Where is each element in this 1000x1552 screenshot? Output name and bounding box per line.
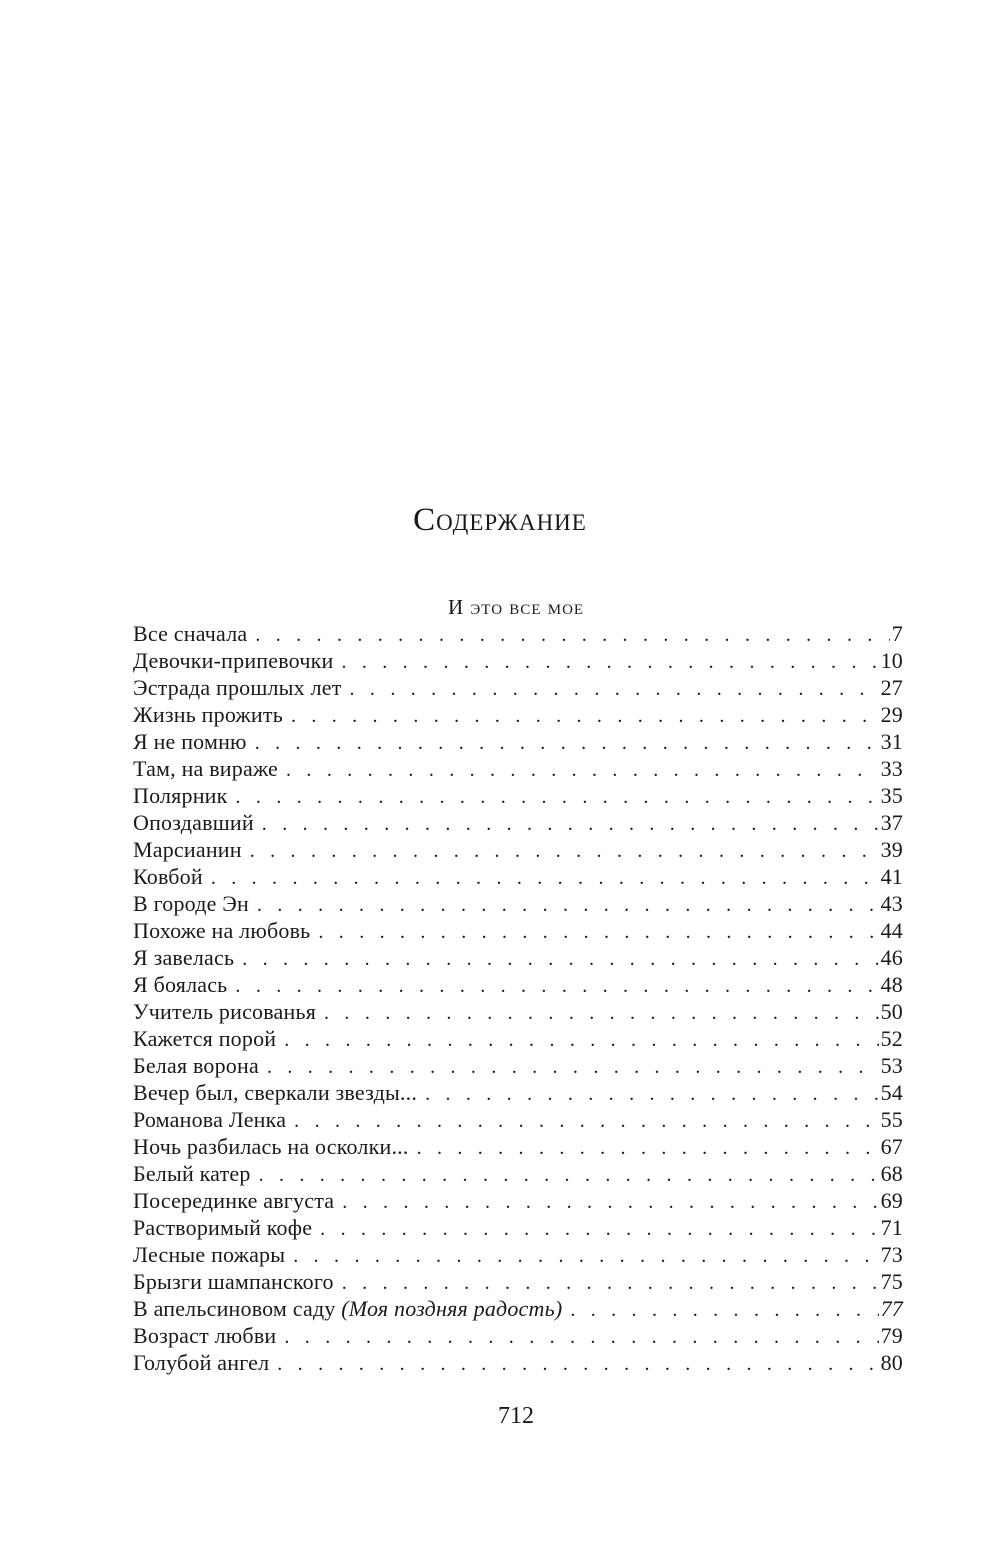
toc-dot-leader [235,973,878,1000]
toc-entry [133,1025,903,1052]
toc-entry-title-text: Растворимый кофе [133,1215,313,1240]
toc-entry-title [133,836,250,863]
toc-entry-title [133,1187,342,1214]
toc-dot-leader [350,676,879,703]
toc-entry-title-text: Вечер был, сверкали звезды... [133,1080,418,1105]
toc-entry-title-text: В городе Эн [133,891,249,916]
toc-dot-leader [294,1108,878,1135]
toc-entry [133,971,903,998]
toc-entry-page: 50 [880,999,903,1024]
toc-entry-title-text: Я завелась [133,945,235,970]
toc-entry-page: 75 [880,1269,903,1294]
toc-entry [133,701,903,728]
toc-entry [133,809,903,836]
toc-entry [133,1052,903,1079]
toc-entry-title [133,1241,293,1268]
toc-entry-page: 10 [880,648,903,673]
toc-entry [133,1295,903,1322]
toc-entry-title [133,917,318,944]
toc-entry-title-text: Лесные пожары [133,1242,286,1267]
section-title: И это все мое [447,595,585,619]
toc-entry [133,647,903,674]
toc-entry-title [133,1322,284,1349]
toc-entry [133,1106,903,1133]
toc-entry-title-text: Возраст любви [133,1323,277,1348]
toc-dot-leader [255,622,889,649]
toc-entry [133,620,903,647]
toc-entry-page: 27 [880,675,903,700]
toc-entry-page: 54 [880,1080,903,1105]
toc-dot-leader [425,1081,879,1108]
toc-entry-title-text: Эстрада прошлых лет [133,675,342,700]
toc-entry-title-text: Марсианин [133,837,242,862]
toc-entry-title-text: Романова Ленка [133,1107,287,1132]
toc-entry-title [133,1295,570,1322]
toc-entry-title-text: Брызги шампанского [133,1269,334,1294]
toc-entry-page: 29 [880,702,903,727]
toc-entry-page: 73 [880,1242,903,1267]
toc-entry-title [133,1349,277,1376]
toc-entry [133,1214,903,1241]
toc-entry-title-text: Ночь разбилась на осколки... [133,1134,409,1159]
toc-entry [133,1079,903,1106]
toc-entry-page: 80 [880,1350,903,1375]
toc-entry-page: 67 [880,1134,903,1159]
toc-entry-title-text: Полярник [133,783,228,808]
page-title: Содержание [413,502,587,538]
toc-entry [133,1160,903,1187]
toc-entry-title [133,1025,284,1052]
toc-dot-leader [284,1027,878,1054]
toc-dot-leader [284,1324,878,1351]
toc-dot-leader [236,784,879,811]
toc-entry-title [133,1214,320,1241]
toc-entry-title-text: Жизнь прожить [133,702,283,727]
toc-entry-title-text: Учитель рисованья [133,999,317,1024]
toc-entry-page: 37 [880,810,903,835]
toc-entry-page: 43 [880,891,903,916]
toc-entry [133,944,903,971]
toc-entry [133,917,903,944]
toc-entry-page: 39 [880,837,903,862]
toc-entry-title [133,971,235,998]
toc-entry-page: 35 [880,783,903,808]
toc-dot-leader [262,811,879,838]
toc-dot-leader [257,892,879,919]
toc-dot-leader [293,1243,878,1270]
toc-entry-title-text: Я боялась [133,972,228,997]
toc-entry [133,863,903,890]
toc-entry-title-text: Все сначала [133,621,248,646]
toc-entry-title-text: Опоздавший [133,810,254,835]
toc-entry-title [133,944,242,971]
toc-entry-title-text: Белый катер [133,1161,251,1186]
toc-entry [133,755,903,782]
toc-entry [133,674,903,701]
toc-entry-title [133,863,211,890]
toc-dot-leader [259,1162,879,1189]
toc-entry-title [133,998,324,1025]
toc-dot-leader [286,757,879,784]
toc-dot-leader [320,1216,878,1243]
table-of-contents [133,620,903,1376]
toc-dot-leader [255,730,879,757]
toc-entry-page: 52 [880,1026,903,1051]
toc-dot-leader [267,1054,879,1081]
toc-entry-title [133,1079,425,1106]
toc-entry-title [133,1133,417,1160]
toc-dot-leader [242,946,878,973]
toc-dot-leader [250,838,879,865]
toc-entry [133,728,903,755]
toc-dot-leader [342,1189,878,1216]
toc-entry-title [133,755,286,782]
toc-entry-title [133,1106,294,1133]
toc-dot-leader [277,1351,878,1378]
toc-entry-page: 7 [891,621,903,646]
toc-entry-title [133,647,341,674]
toc-entry [133,1349,903,1376]
toc-entry-page: 44 [880,918,903,943]
toc-dot-leader [324,1000,879,1027]
toc-entry-title [133,1052,267,1079]
toc-entry-title [133,782,236,809]
toc-entry-page: 41 [880,864,903,889]
toc-entry-title [133,1160,259,1187]
page-number: 712 [498,1403,534,1429]
toc-entry-title-text: Ковбой [133,864,203,889]
toc-entry-title [133,728,255,755]
toc-dot-leader [341,649,878,676]
toc-entry-title-text: В апельсиновом саду [133,1296,336,1321]
toc-dot-leader [291,703,879,730]
toc-entry [133,1133,903,1160]
toc-entry [133,836,903,863]
toc-entry-page: 46 [880,945,903,970]
toc-entry-title-text: Девочки-припевочки [133,648,334,673]
toc-entry-page: 68 [880,1161,903,1186]
toc-entry-page: 77 [880,1296,903,1321]
toc-entry-title [133,809,262,836]
toc-entry-title [133,674,350,701]
toc-entry-title-text: Голубой ангел [133,1350,270,1375]
toc-entry [133,782,903,809]
toc-entry-title-text: Я не помню [133,729,247,754]
toc-entry [133,1268,903,1295]
toc-entry-page: 71 [880,1215,903,1240]
toc-entry-title [133,1268,342,1295]
toc-entry [133,1241,903,1268]
toc-dot-leader [417,1135,879,1162]
toc-entry-title-text: Похоже на любовь [133,918,311,943]
toc-entry-title-text: Белая ворона [133,1053,259,1078]
toc-entry-page: 79 [880,1323,903,1348]
toc-entry-title-text: Там, на вираже [133,756,279,781]
toc-dot-leader [211,865,879,892]
toc-entry-page: 55 [880,1107,903,1132]
toc-entry [133,1187,903,1214]
toc-entry-page: 48 [880,972,903,997]
toc-entry-title [133,890,257,917]
toc-entry [133,998,903,1025]
toc-entry-title-text: Кажется порой [133,1026,277,1051]
toc-entry [133,890,903,917]
toc-dot-leader [342,1270,879,1297]
toc-entry-title [133,620,255,647]
toc-entry-page: 69 [880,1188,903,1213]
toc-entry-title [133,701,291,728]
toc-entry-title-text: Посерединке августа [133,1188,335,1213]
toc-entry-page: 31 [880,729,903,754]
toc-dot-leader [570,1297,878,1324]
toc-dot-leader [318,919,878,946]
toc-entry [133,1322,903,1349]
toc-entry-page: 33 [880,756,903,781]
toc-entry-page: 53 [880,1053,903,1078]
toc-entry-subtitle: (Моя поздняя радость) [341,1296,563,1321]
